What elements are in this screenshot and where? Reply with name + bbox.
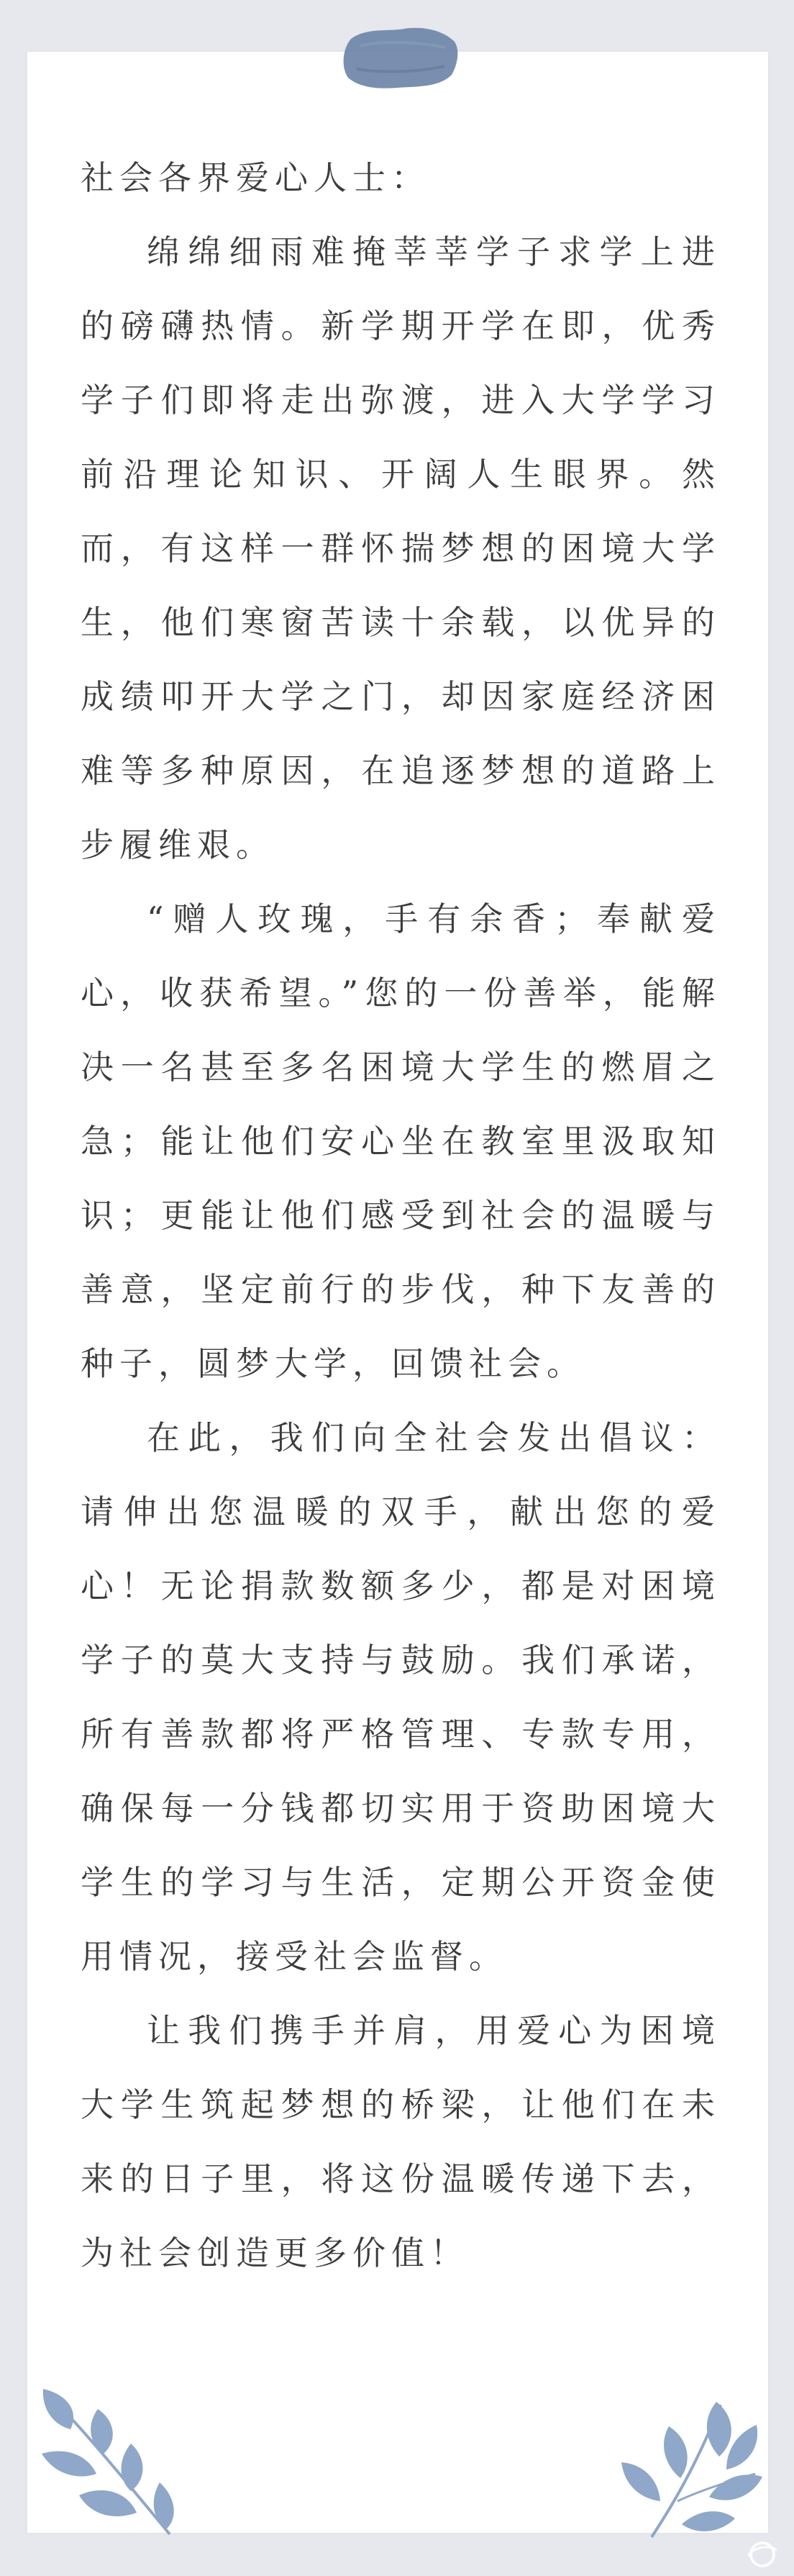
leaf-branch-icon (608, 2396, 767, 2540)
letter-paragraph-4: 让我们携手并肩，用爱心为困境大学生筑起梦想的桥梁，让他们在未来的日子里，将这份温暖传递下去，为社会创造更多价值！ (81, 2011, 721, 2272)
watermark-icon (734, 2534, 784, 2570)
tape-strip-icon (338, 22, 462, 94)
letter-paragraph-1: 绵绵细雨难掩莘莘学子求学上进的磅礴热情。新学期开学在即，优秀学子们即将走出弥渡，进入大学学习前沿理论知识、开阔人生眼界。然而，有这样一群怀揣梦想的困境大学生，他们寒窗苦读十余载，以优异的成绩叩开大学之门，却因家庭经济困难等多种原因，在追逐梦想的道路上步履维艰。 (81, 232, 721, 864)
letter-salutation: 社会各界爱心人士： (81, 158, 430, 197)
leaf-branch-icon (29, 2375, 187, 2540)
letter-body (81, 141, 721, 2290)
letter-paragraph-3: 在此，我们向全社会发出倡议：请伸出您温暖的双手，献出您的爱心！无论捐款数额多少，都是对困境学子的莫大支持与鼓励。我们承诺，所有善款都将严格管理、专款专用，确保每一分钱都切实用于资助困境大学生的学习与生活，定期公开资金使用情况，接受社会监督。 (81, 1418, 721, 1976)
letter-paragraph-2: “赠人玫瑰，手有余香；奉献爱心，收获希望。”您的一份善举，能解决一名甚至多名困境大学生的燃眉之急；能让他们安心坐在教室里汲取知识；更能让他们感受到社会的温暖与善意，坚定前行的步伐，种下友善的种子，圆梦大学，回馈社会。 (81, 899, 721, 1383)
